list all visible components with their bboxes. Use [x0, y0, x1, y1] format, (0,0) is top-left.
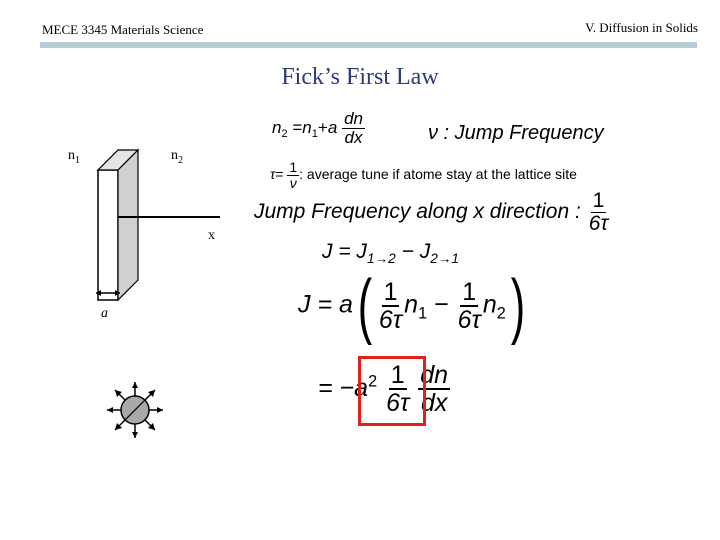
chapter-title: V. Diffusion in Solids [585, 20, 698, 35]
tau-definition: τ= $\frac{1}{\nu}$ : average tune if atome stay at the lattice site [270, 159, 577, 191]
thickness-label: a [101, 306, 108, 321]
n2-label: $n_2$ [171, 148, 183, 166]
highlight-box [358, 356, 426, 426]
jump-frequency-definition: ν : Jump Frequency [428, 122, 604, 144]
atom-jump-icon [107, 382, 163, 438]
header-divider [40, 42, 697, 48]
slide-title: Fick’s First Law [281, 64, 439, 90]
flux-definition: $J = J_{1\to 2} - J_{2\to 1}$ [322, 240, 460, 267]
eq-n2-relation: $n_2 =n_1+a$ $\frac{dn}{dx}$ [272, 109, 363, 147]
course-title: MECE 3345 Materials Science [42, 22, 204, 37]
flux-expanded: J = a( $\frac{1}{6\tau}$ $n_1$ − $\frac{1}{6\tau}$ $n_2$) [298, 266, 526, 346]
slab-face [98, 170, 118, 300]
jump-frequency-x: Jump Frequency along x direction : $\frac{1}{6\tau}$ [254, 189, 609, 236]
slab-right [118, 150, 138, 300]
x-axis-label: x [208, 228, 215, 243]
flux-final: = $-a^2$ $\frac{1}{6\tau}$ $\frac{dn}{dx}$ [318, 361, 449, 418]
n1-label: $n_1$ [68, 148, 80, 166]
diffusion-slab-diagram [80, 140, 280, 460]
